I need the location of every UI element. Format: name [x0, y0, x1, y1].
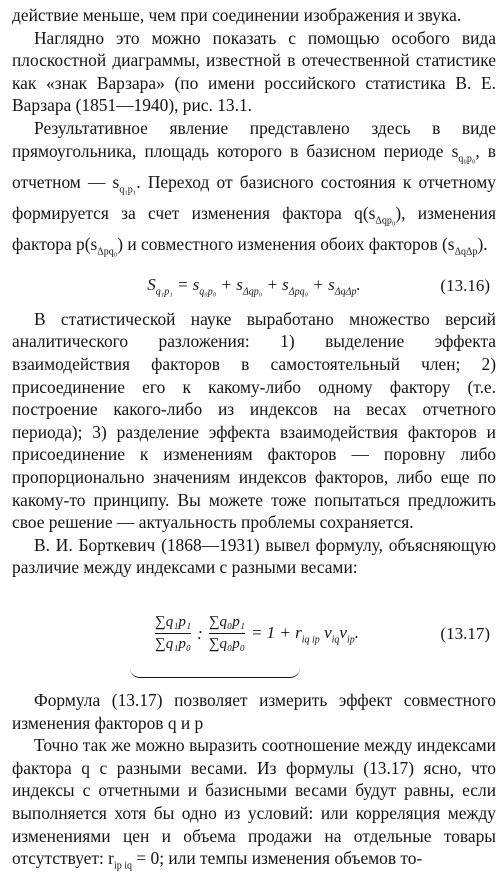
- subscript: q₁p₁: [119, 184, 137, 196]
- subscript: ip iq: [113, 860, 133, 872]
- subscript: iq ip: [301, 634, 320, 646]
- paragraph-versions: В статистической науке выработано множество версий аналитического разложения: 1) выделение эффекта взаимодействия факторов в самостоятельный член; 2) присоединение его к какому-либо одному фактору (т.е. построение какого-либо из индексов на весах отчетного периода); 3) разделение эффекта взаимодействия факторов и присоединение к изменениям факторов — поровну либо пропорционально значениям индексов факторов, либо еще по какому-то принципу. Вы можете тоже попытаться предложить свое решение — актуальность проблемы сохраняется.: [12, 308, 496, 533]
- equation-text: $S_{q_1p_1} = s_{q_0p_0} + s_{\Delta qp_0} + s_{\Delta pq_0} + s_{\Delta q\Delta p}$.: [147, 274, 361, 297]
- fraction-bar: [155, 633, 191, 634]
- fraction-laspeyres: [209, 614, 245, 653]
- text-fragment: Точно так же можно выразить соотношение между индексами фактора q с разными весами. Из формулы (13.17) ясно, что индексы с отчетными и базисными весами будут равны, если выполняется хотя бы одно из условий: или корреляция между изменениями цен и объема продажи на отдельные товары отсутствует: r: [12, 735, 496, 869]
- text-fragment: ), изменения фактора p(s: [12, 202, 496, 254]
- paragraph-varzar: Наглядно это можно показать с помощью особого вида плоскостной диаграммы, известной в отечественной статистике как «знак Варзара» (по имени российского статистика В. Е. Варзара (1851—1940), рис. 13.1.: [12, 27, 496, 116]
- subscript: Δqp₀: [375, 215, 396, 227]
- subscript: Δpq₀: [97, 246, 118, 258]
- subscript: ip: [346, 634, 355, 646]
- colon: :: [197, 623, 203, 643]
- denominator: ∑q₁p₀: [155, 636, 192, 653]
- text-fragment: , в отчетном — s: [12, 140, 496, 192]
- text-line-1: действие меньше, чем при соединении изображения и звука.: [12, 5, 462, 25]
- equation-13-16: [12, 264, 496, 308]
- rhs-text: .: [354, 622, 359, 642]
- fraction-bar: [209, 633, 245, 634]
- equation-13-17: [12, 579, 496, 689]
- text-fragment: ) и совместного изменения обоих факторов (s: [117, 233, 455, 254]
- underbrace: [130, 667, 300, 678]
- rhs-text: = 1 + r: [250, 622, 302, 642]
- subscript: q₀p₀: [458, 153, 476, 165]
- rhs-text: v: [319, 622, 332, 642]
- fraction-paasche: [155, 614, 191, 653]
- text-fragment: = 0; или темпы изменения объемов то-: [132, 848, 423, 869]
- denominator: ∑q₀p₀: [208, 636, 245, 653]
- rhs-text: v: [339, 622, 347, 642]
- equation-number: (13.17): [440, 623, 490, 643]
- paragraph-result: [12, 117, 496, 264]
- text-fragment: ).: [477, 233, 488, 254]
- numerator: ∑q₁p₁: [155, 614, 192, 631]
- subscript: iq: [331, 634, 340, 646]
- paragraph-formula-effect: Формула (13.17) позволяет измерить эффект совместного изменения факторов q и p: [12, 689, 496, 733]
- equation-rhs: [251, 623, 359, 645]
- paragraph-bortkevich: В. И. Борткевич (1868—1931) вывел формулу, объясняющую различие между индексами с разными весами:: [12, 534, 496, 578]
- equation-number: (13.16): [440, 275, 490, 295]
- subscript: ΔqΔp: [454, 246, 478, 258]
- numerator: ∑q₀p₁: [208, 614, 245, 631]
- text-fragment: Результативное явление представлено здесь в виде прямоугольника, площадь которого в базисном периоде s: [12, 117, 496, 161]
- text-fragment: . Переход от базисного состояния к отчетному формируется за счет изменения фактора q(s: [12, 171, 496, 223]
- paragraph-weights: [12, 734, 496, 878]
